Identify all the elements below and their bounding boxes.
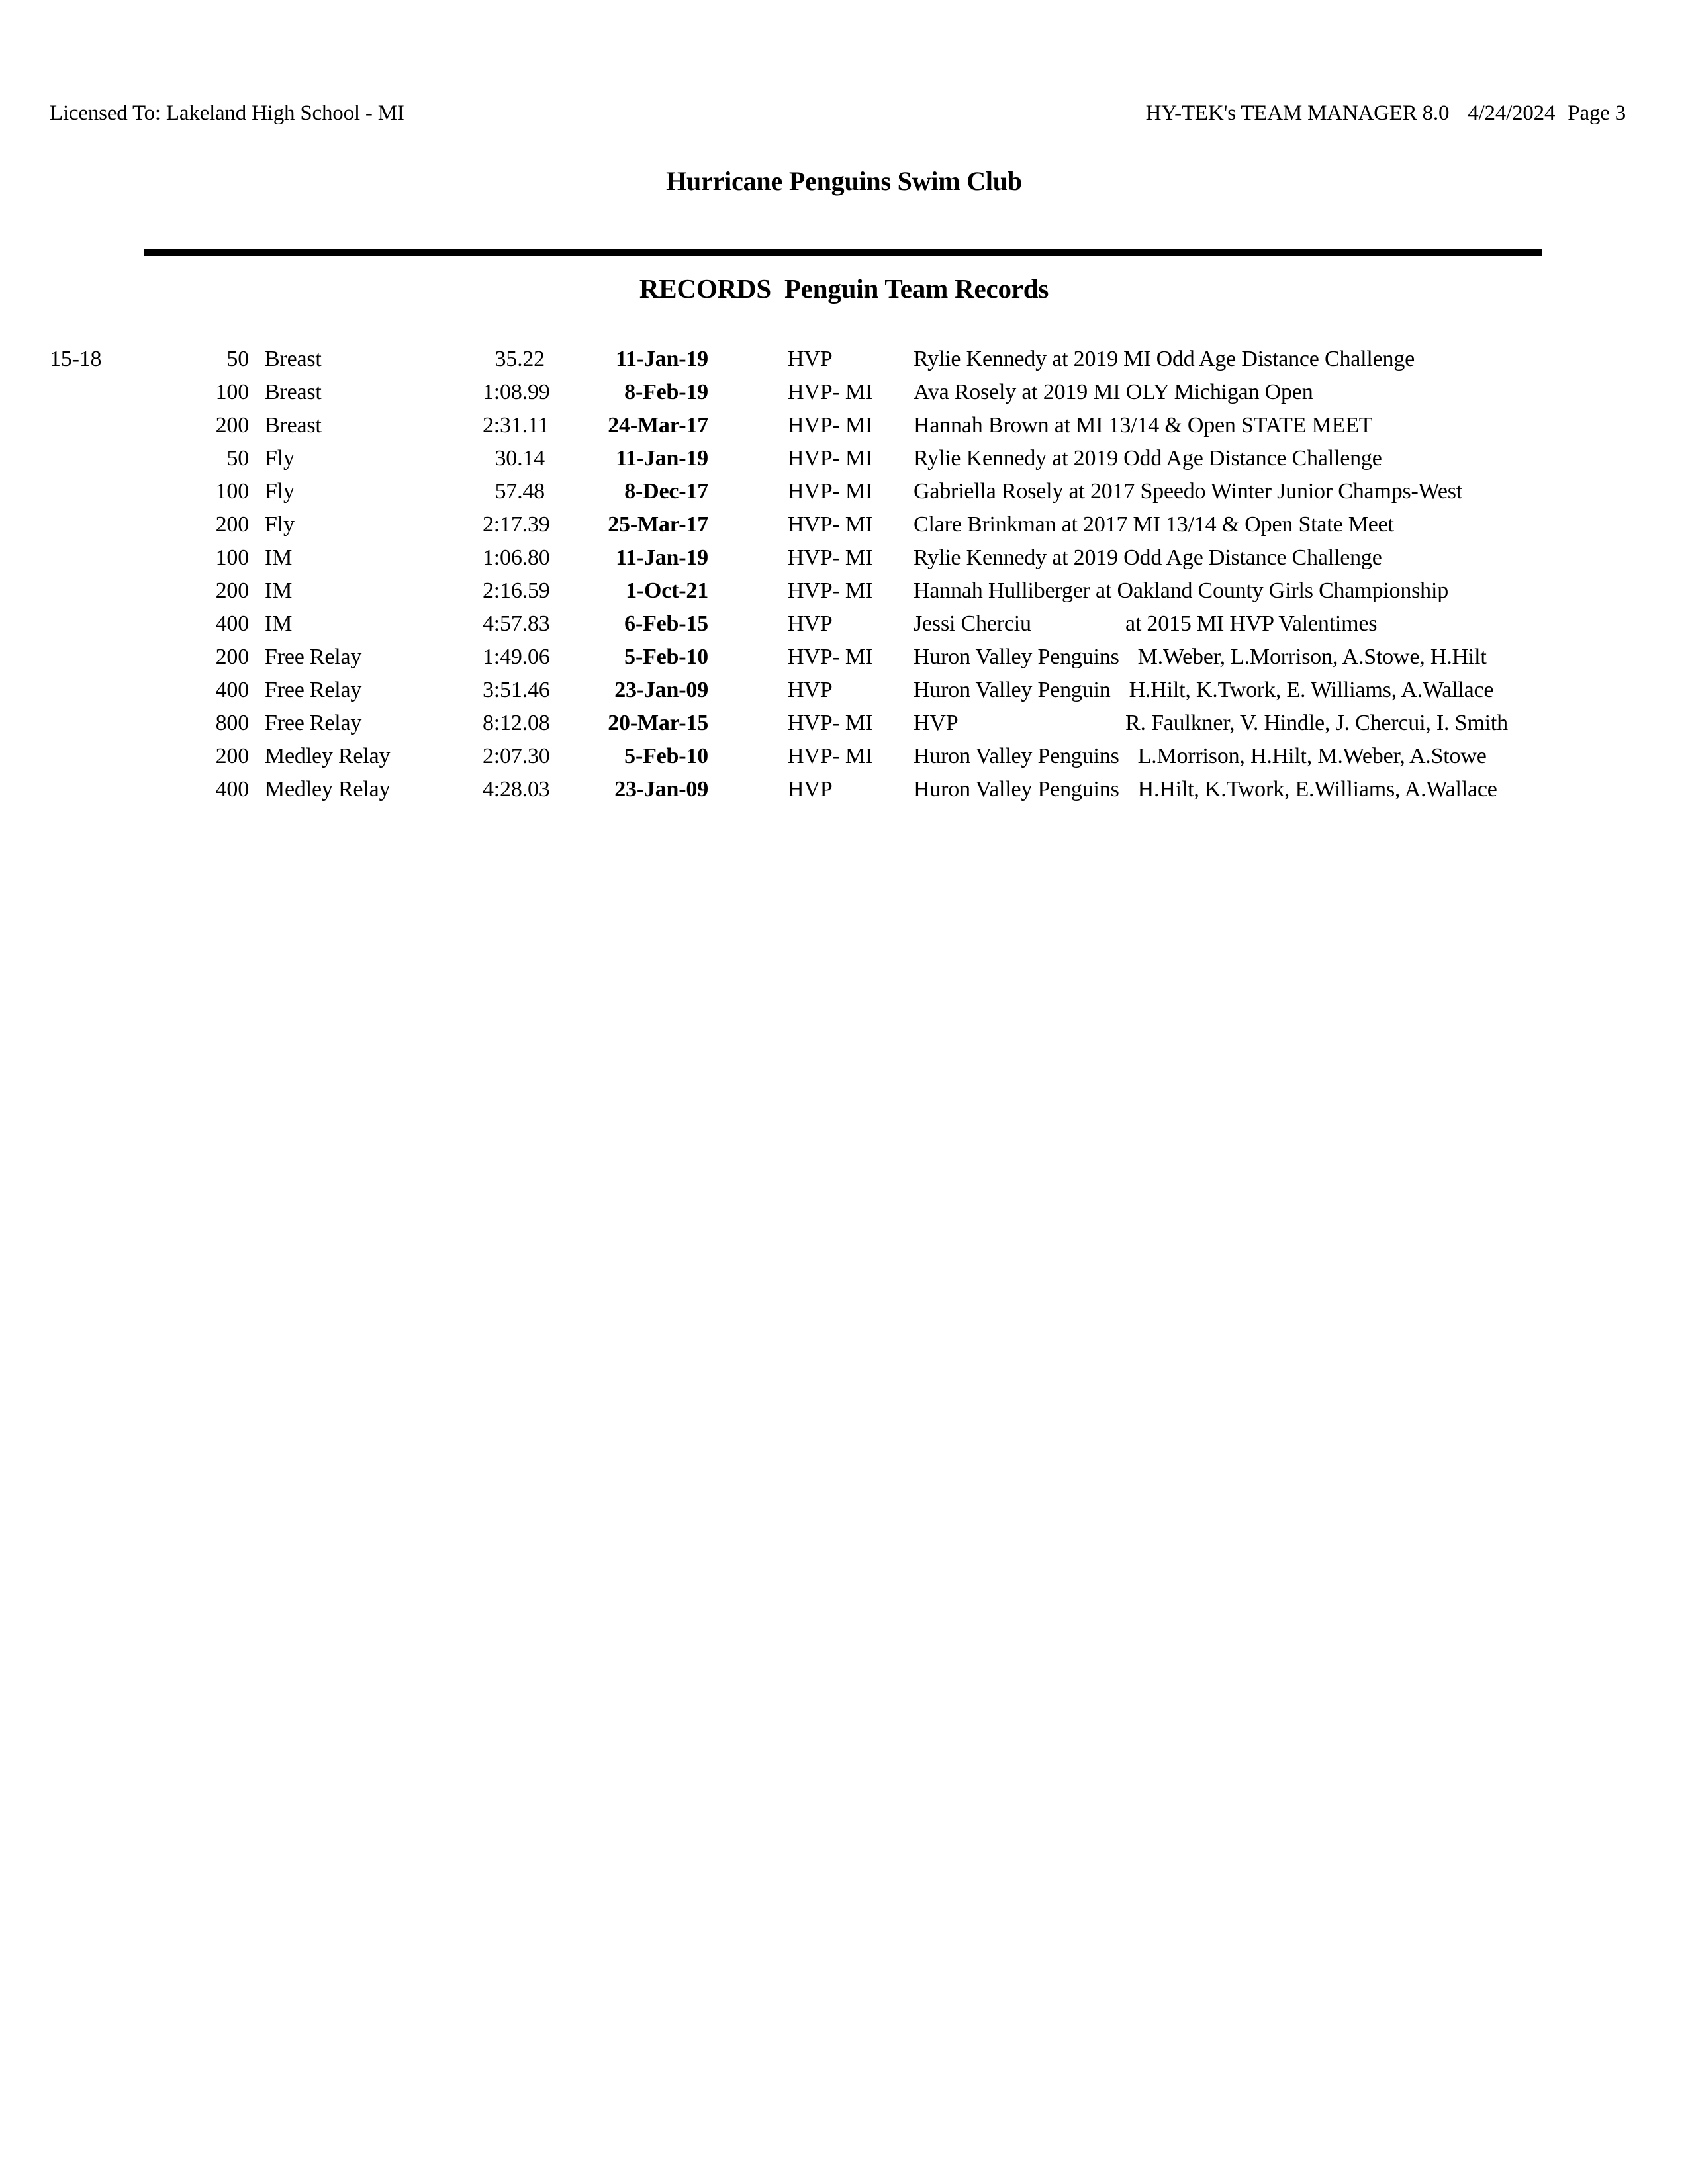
section-title: Penguin Team Records [784, 273, 1049, 304]
record-row [0, 541, 1688, 574]
event-distance: 50 [226, 446, 249, 471]
record-holder: Clare Brinkman at 2017 MI 13/14 & Open State Meet [914, 512, 1394, 537]
event-stroke: Free Relay [265, 711, 362, 735]
event-stroke: Breast [265, 413, 322, 437]
record-tag: HVP- MI [788, 512, 872, 537]
record-holder: HVP [914, 711, 959, 735]
record-tag: HVP [788, 777, 833, 801]
licensed-to-text: Licensed To: Lakeland High School - MI [50, 101, 404, 125]
record-tag: HVP- MI [788, 446, 872, 471]
record-date: 8-Feb-19 [624, 380, 708, 404]
event-distance: 400 [215, 612, 249, 636]
record-members: at 2015 MI HVP Valentimes [1125, 612, 1378, 636]
record-holder: Huron Valley Penguins [914, 645, 1119, 669]
record-time: 1:06.80 [483, 545, 550, 570]
page-number-text: Page 3 [1568, 101, 1626, 125]
record-time: 1:49.06 [483, 645, 550, 669]
record-members: L.Morrison, H.Hilt, M.Weber, A.Stowe [1137, 744, 1487, 768]
record-time: 2:31.11 [483, 413, 549, 437]
record-holder: Huron Valley Penguins [914, 777, 1119, 801]
section-label: RECORDS [639, 273, 771, 304]
divider-rule [144, 249, 1542, 256]
event-stroke: Medley Relay [265, 777, 391, 801]
record-tag: HVP- MI [788, 711, 872, 735]
record-tag: HVP- MI [788, 744, 872, 768]
record-time: 57.48 [494, 479, 545, 504]
record-time: 3:51.46 [483, 678, 550, 702]
record-holder: Rylie Kennedy at 2019 Odd Age Distance Challenge [914, 446, 1382, 471]
record-date: 1-Oct-21 [626, 578, 708, 603]
record-tag: HVP- MI [788, 578, 872, 603]
record-holder: Hannah Brown at MI 13/14 & Open STATE MEET [914, 413, 1373, 437]
record-tag: HVP- MI [788, 545, 872, 570]
record-date: 8-Dec-17 [624, 479, 708, 504]
record-row [0, 740, 1688, 773]
record-date: 11-Jan-19 [616, 446, 708, 471]
record-row [0, 674, 1688, 707]
event-distance: 200 [215, 512, 249, 537]
record-time: 30.14 [494, 446, 545, 471]
record-members: H.Hilt, K.Twork, E.Williams, A.Wallace [1137, 777, 1497, 801]
event-distance: 200 [215, 413, 249, 437]
app-name-text: HY-TEK's TEAM MANAGER 8.0 [1145, 101, 1450, 125]
record-holder: Gabriella Rosely at 2017 Speedo Winter Junior Champs-West [914, 479, 1462, 504]
record-time: 8:12.08 [483, 711, 550, 735]
record-date: 20-Mar-15 [608, 711, 708, 735]
record-tag: HVP [788, 678, 833, 702]
event-distance: 200 [215, 578, 249, 603]
record-members: H.Hilt, K.Twork, E. Williams, A.Wallace [1129, 678, 1494, 702]
record-members: R. Faulkner, V. Hindle, J. Chercui, I. Smith [1125, 711, 1508, 735]
record-date: 11-Jan-19 [616, 545, 708, 570]
record-row [0, 343, 1688, 376]
record-date: 11-Jan-19 [616, 347, 708, 371]
record-holder: Jessi Cherciu [914, 612, 1031, 636]
record-date: 25-Mar-17 [608, 512, 708, 537]
record-date: 23-Jan-09 [614, 678, 708, 702]
record-tag: HVP- MI [788, 380, 872, 404]
record-date: 23-Jan-09 [614, 777, 708, 801]
event-stroke: IM [265, 578, 293, 603]
event-distance: 400 [215, 777, 249, 801]
record-tag: HVP [788, 612, 833, 636]
record-holder: Ava Rosely at 2019 MI OLY Michigan Open [914, 380, 1313, 404]
record-date: 24-Mar-17 [608, 413, 708, 437]
record-date: 5-Feb-10 [624, 645, 708, 669]
record-row [0, 508, 1688, 541]
record-row [0, 608, 1688, 641]
event-stroke: Fly [265, 479, 295, 504]
record-holder: Huron Valley Penguins [914, 744, 1119, 768]
event-distance: 400 [215, 678, 249, 702]
records-table [0, 343, 1688, 806]
record-tag: HVP- MI [788, 479, 872, 504]
record-holder: Rylie Kennedy at 2019 Odd Age Distance Challenge [914, 545, 1382, 570]
report-header-right [1146, 99, 1626, 127]
record-row [0, 376, 1688, 409]
event-distance: 100 [215, 380, 249, 404]
club-title: Hurricane Penguins Swim Club [666, 166, 1022, 196]
record-date: 5-Feb-10 [624, 744, 708, 768]
event-stroke: Breast [265, 380, 322, 404]
record-date: 6-Feb-15 [624, 612, 708, 636]
record-holder: Rylie Kennedy at 2019 MI Odd Age Distance Challenge [914, 347, 1415, 371]
report-date-text: 4/24/2024 [1468, 101, 1556, 125]
record-time: 35.22 [494, 347, 545, 371]
event-stroke: Fly [265, 446, 295, 471]
record-time: 4:57.83 [483, 612, 550, 636]
record-row [0, 773, 1688, 806]
event-distance: 100 [215, 479, 249, 504]
event-stroke: Breast [265, 347, 322, 371]
event-distance: 200 [215, 744, 249, 768]
record-row [0, 442, 1688, 475]
record-time: 2:17.39 [483, 512, 550, 537]
record-holder: Hannah Hulliberger at Oakland County Girls Championship [914, 578, 1449, 603]
record-time: 2:16.59 [483, 578, 550, 603]
record-tag: HVP [788, 347, 833, 371]
event-stroke: Free Relay [265, 678, 362, 702]
event-distance: 800 [215, 711, 249, 735]
record-row [0, 707, 1688, 740]
event-stroke: Fly [265, 512, 295, 537]
record-time: 1:08.99 [483, 380, 550, 404]
record-time: 4:28.03 [483, 777, 550, 801]
record-holder: Huron Valley Penguin [914, 678, 1111, 702]
record-members: M.Weber, L.Morrison, A.Stowe, H.Hilt [1137, 645, 1487, 669]
record-row [0, 574, 1688, 608]
event-distance: 50 [226, 347, 249, 371]
event-stroke: Free Relay [265, 645, 362, 669]
record-row [0, 475, 1688, 508]
record-row [0, 409, 1688, 442]
record-tag: HVP- MI [788, 413, 872, 437]
record-tag: HVP- MI [788, 645, 872, 669]
record-row [0, 641, 1688, 674]
record-time: 2:07.30 [483, 744, 550, 768]
age-group-label: 15-18 [50, 347, 102, 371]
event-distance: 100 [215, 545, 249, 570]
event-stroke: IM [265, 612, 293, 636]
section-heading [0, 271, 1688, 306]
event-stroke: IM [265, 545, 293, 570]
event-stroke: Medley Relay [265, 744, 391, 768]
event-distance: 200 [215, 645, 249, 669]
